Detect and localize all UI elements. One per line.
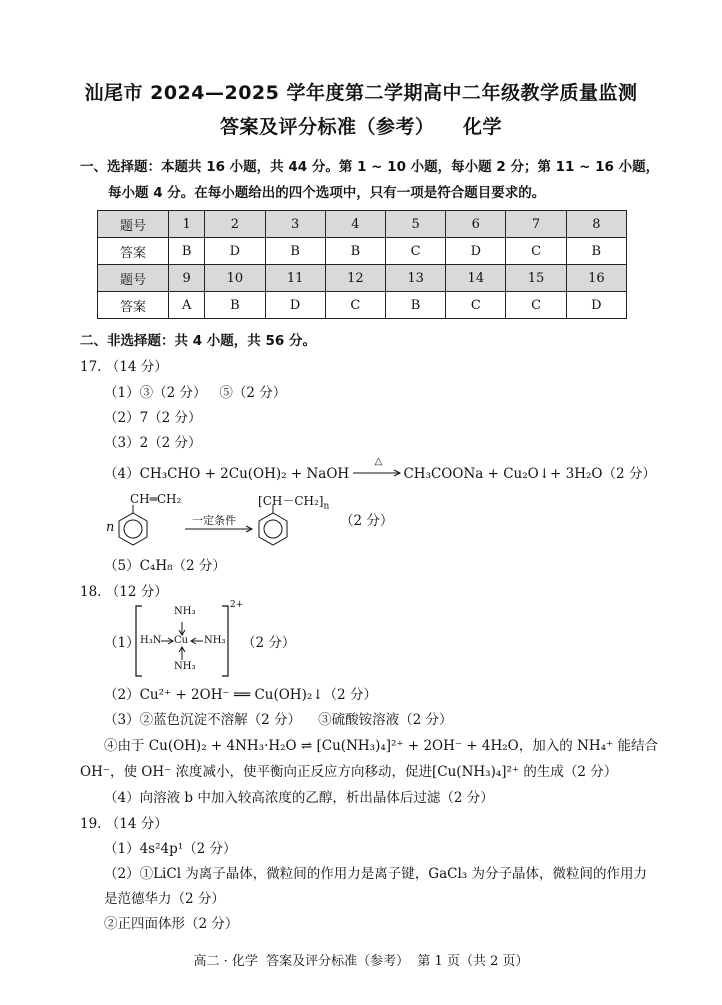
answer-table [97, 210, 627, 319]
table-cell: 15 [506, 265, 566, 292]
table-cell: 10 [205, 265, 265, 292]
right-arrow-icon [185, 524, 255, 534]
row-label: 题号 [98, 265, 169, 292]
ligand-left: H₃N [140, 635, 162, 646]
ligand-right: NH₃ [204, 635, 226, 646]
equation-rhs: CH₃COONa + Cu₂O↓+ 3H₂O（2 分） [403, 466, 656, 482]
table-cell: B [325, 238, 385, 265]
table-cell: C [506, 238, 566, 265]
q17-part3: （3）2（2 分） [104, 435, 202, 451]
section1-heading [80, 158, 659, 176]
polymer-unit: CH－CH₂ [262, 494, 319, 508]
polymer-score: （2 分） [340, 513, 394, 529]
q18-part1-label: （1） [104, 635, 140, 651]
table-cell: D [566, 292, 626, 319]
table-cell: B [265, 238, 325, 265]
table-cell: 13 [385, 265, 445, 292]
q17-part2: （2）7（2 分） [104, 410, 202, 426]
reaction-arrow [353, 456, 403, 483]
table-cell: 14 [446, 265, 506, 292]
q18-part2: （2）Cu²⁺ + 2OH⁻ ══ Cu(OH)₂↓（2 分） [104, 687, 377, 703]
table-cell: 7 [506, 211, 566, 238]
table-cell: A [169, 292, 205, 319]
q19-title: 19. （14 分） [80, 816, 168, 832]
styrene-monomer: CH═CH₂ [130, 492, 182, 506]
table-cell: B [205, 292, 265, 319]
q19-part3: ②正四面体形（2 分） [104, 916, 239, 932]
table-cell: 2 [205, 211, 265, 238]
central-ion: Cu [174, 635, 189, 646]
section1-heading-cont: 每小题 4 分。在每小题给出的四个选项中，只有一项是符合题目要求的。 [108, 185, 546, 201]
table-cell: B [169, 238, 205, 265]
table-row-questions-1 [98, 211, 627, 238]
row-label: 题号 [98, 211, 169, 238]
table-cell: D [265, 292, 325, 319]
page-title: 汕尾市 2024—2025 学年度第二学期高中二年级教学质量监测 [84, 82, 638, 104]
page-subtitle: 答案及评分标准（参考） 化学 [220, 116, 502, 138]
q17-part4 [104, 456, 656, 483]
table-cell: 1 [169, 211, 205, 238]
section1-heading-text: 一、选择题：本题共 16 小题，共 44 分。第 1 ~ 10 小题，每小题 2 分；第 11 ~ 16 小题， [80, 159, 660, 175]
q18-part1-score: （2 分） [242, 635, 296, 651]
table-cell: 9 [169, 265, 205, 292]
bracket-close: ] [318, 494, 324, 508]
ligand-bottom: NH₃ [174, 661, 196, 672]
ligand-top: NH₃ [174, 606, 196, 617]
table-row-questions-2 [98, 265, 627, 292]
section2-heading: 二、非选择题：共 4 小题，共 56 分。 [80, 333, 316, 349]
q18-part4b: OH⁻，使 OH⁻ 浓度减小，使平衡向正反应方向移动，促进[Cu(NH₃)₄]²⁺ 的生成（2 分） [80, 764, 618, 780]
q19-part1: （1）4s²4p¹（2 分） [104, 841, 237, 857]
heat-condition: △ [374, 456, 383, 467]
table-cell: B [566, 238, 626, 265]
q17-part4-label: （4） [104, 466, 140, 482]
benzene-ring-icon [116, 505, 152, 551]
q18-part4a: ④由于 Cu(OH)₂ + 4NH₃·H₂O ⇌ [Cu(NH₃)₄]²⁺ + 2OH⁻ + 4H₂O，加入的 NH₄⁺ 能结合 [104, 738, 658, 754]
bracket-open: [ [258, 494, 263, 508]
table-cell: 6 [446, 211, 506, 238]
table-cell: 12 [325, 265, 385, 292]
q18-part3: （3）②蓝色沉淀不溶解（2 分） ③硫酸铵溶液（2 分） [104, 712, 453, 728]
row-label: 答案 [98, 238, 169, 265]
table-row-answers-1 [98, 238, 627, 265]
row-label: 答案 [98, 292, 169, 319]
table-cell: 11 [265, 265, 325, 292]
table-cell: C [446, 292, 506, 319]
q19-part2b: 是范德华力（2 分） [104, 891, 225, 907]
equation-lhs: CH₃CHO + 2Cu(OH)₂ + NaOH [139, 466, 350, 482]
table-cell: 5 [385, 211, 445, 238]
complex-charge: 2+ [230, 600, 244, 610]
q18-title: 18. （12 分） [80, 584, 168, 600]
table-cell: 16 [566, 265, 626, 292]
q19-part2a: （2）①LiCl 为离子晶体，微粒间的作用力是离子键，GaCl₃ 为分子晶体，微粒间的作用力 [104, 866, 647, 882]
page-footer: 高二 · 化学 答案及评分标准（参考） 第 1 页（共 2 页） [193, 954, 529, 969]
q17-part5: （5）C₄H₈（2 分） [104, 558, 226, 574]
table-cell: 4 [325, 211, 385, 238]
table-cell: 8 [566, 211, 626, 238]
table-cell: D [446, 238, 506, 265]
q17-title: 17. （14 分） [80, 359, 168, 375]
coefficient-n: n [106, 520, 115, 535]
table-cell: D [205, 238, 265, 265]
polymer-condition: 一定条件 [192, 514, 236, 527]
q17-part1: （1）③（2 分） ⑤（2 分） [104, 385, 287, 401]
table-cell: B [385, 292, 445, 319]
table-cell: 3 [265, 211, 325, 238]
table-cell: C [325, 292, 385, 319]
table-cell: C [506, 292, 566, 319]
table-row-answers-2 [98, 292, 627, 319]
q18-part5: （4）向溶液 b 中加入较高浓度的乙醇，析出晶体后过滤（2 分） [104, 790, 494, 806]
table-cell: C [385, 238, 445, 265]
benzene-ring-icon [256, 505, 292, 551]
subscript-n: n [323, 501, 330, 512]
